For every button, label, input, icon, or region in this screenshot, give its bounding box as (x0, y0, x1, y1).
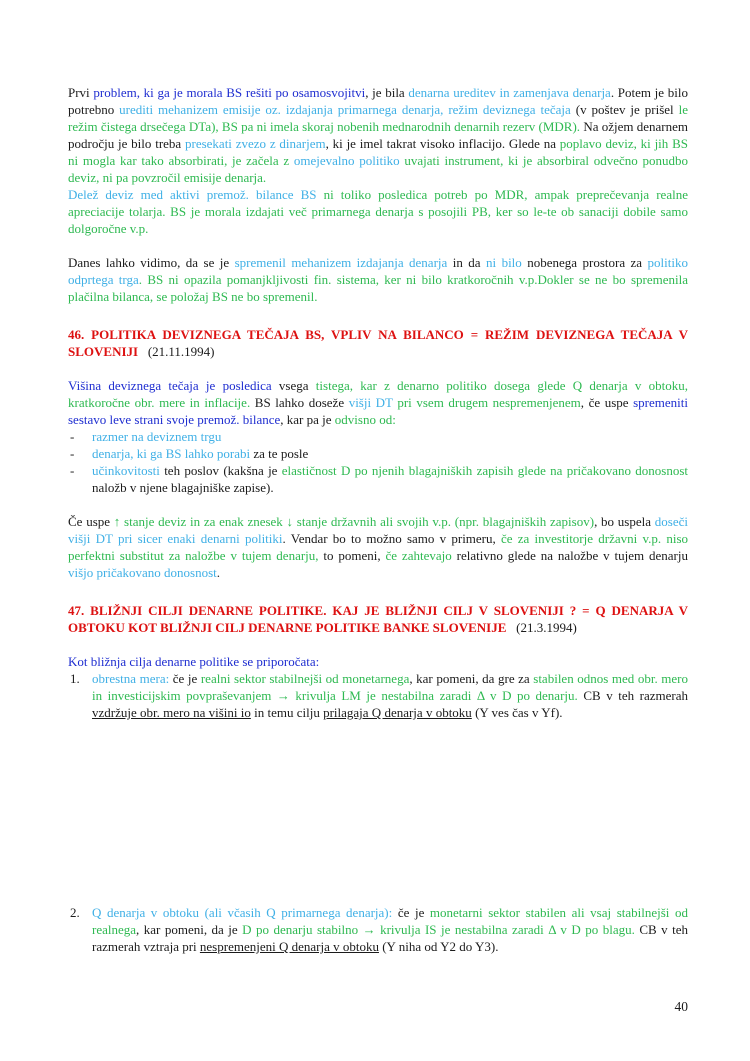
text-run: razmer na deviznem trgu (92, 429, 222, 444)
text-run: , kar pa je (280, 412, 335, 427)
text-run: Prvi (68, 85, 94, 100)
list-marker: 2. (70, 905, 80, 920)
list-marker: - (70, 446, 75, 461)
text-run: politiko odprtega trga (68, 255, 688, 287)
text-run: naložb v njene blagajniške zapise). (92, 480, 274, 495)
list-item-text (92, 446, 308, 461)
text-run: , kar pomeni, da gre za (409, 671, 534, 686)
text-run: . Potem je bilo potrebno (68, 85, 688, 117)
list-item-text (92, 463, 688, 495)
text-run: Q denarja v obtoku (ali včasih Q primarnega denarja): (92, 905, 398, 920)
text-run: in da (447, 255, 487, 270)
text-run: , je bila (365, 85, 409, 100)
text-run: Če uspe (68, 514, 114, 529)
text-run: učinkovitosti (92, 463, 160, 478)
text-run: poplavo deviz, ki jih BS ni mogla kar tako absorbirati, je začela z (68, 136, 688, 168)
list-item-2 (68, 904, 688, 955)
text-run: (Y niha od Y2 do Y3). (378, 939, 499, 954)
text-run: ni toliko posledica potreb po MDR, ampak preprečevanja realne apreciacije tolarja. BS je morala izdajati več primarnega denarja s posojili PB, ker so le-te ob sanaciji dobile samo dolgoročne v.p. (68, 187, 688, 236)
text-run: CB v teh razmerah (577, 688, 689, 703)
text-run: 47. BLIŽNJI CILJI DENARNE POLITIKE. KAJ JE BLIŽNJI CILJ V SLOVENIJI ? = Q DENARJA V OBTOKU KOT BLIŽNJI CILJ DENARNE POLITIKE BANKE SLOVENIJE (68, 603, 688, 635)
text-run: Danes lahko vidimo, da se je (68, 255, 235, 270)
list-marker: 1. (70, 671, 80, 686)
text-run: (Y ves čas v Yf). (471, 705, 563, 720)
text-run: elastičnost D po njenih blagajniških zapisih glede na pričakovano donosnost (281, 463, 688, 478)
text-run: ↑ stanje deviz in za enak znesek ↓ stanje državnih ali svojih v.p. (npr. blagajniških zapisov) (113, 514, 595, 529)
list-item-text (92, 429, 221, 444)
text-run: , ki je imel takrat visoko inflacijo. Glede na (325, 136, 560, 151)
text-run: (21.11.1994) (138, 344, 215, 359)
paragraph-delez (68, 186, 688, 237)
text-run: 46. POLITIKA DEVIZNEGA TEČAJA BS, VPLIV NA BILANCO = REŽIM DEVIZNEGA TEČAJA V SLOVENIJI (68, 327, 688, 359)
text-run: (21.3.1994) (506, 620, 577, 635)
list-marker: - (70, 463, 75, 478)
text-run: , če uspe (580, 395, 634, 410)
text-run: če je (172, 671, 201, 686)
text-run: . (216, 565, 221, 580)
text-run: nespremenjeni Q denarja v obtoku (199, 939, 379, 954)
list-item-dash-3 (68, 462, 688, 496)
text-run: Na ožjem denarnem področju je bilo treba (68, 119, 688, 151)
text-run: tistega, kar z denarno politiko dosega glede Q denarja v obtoku, kratkoročne obr. mere in inflacije. (68, 378, 688, 410)
paragraph-kot-bliznja (68, 653, 688, 670)
text-run: omejevalno politiko (293, 153, 405, 168)
text-run: stabilen odnos med obr. mero in investicijskim povpraševanjem → krivulja LM je nestabilna zaradi Δ v D po denarju. (92, 671, 688, 703)
text-run: doseči višji DT pri sicer enaki denarni politiki (68, 514, 688, 546)
text-run: uvajati instrument, ki je absorbiral odvečno ponudbo deviz, ni pa povzročil emisije denarja. (68, 153, 689, 185)
text-run: višji DT (348, 395, 393, 410)
text-run: vsega (271, 378, 316, 393)
list-item-1 (68, 670, 688, 721)
heading-47 (68, 602, 688, 636)
text-run: problem, ki ga je morala BS rešiti po osamosvojitvi (93, 85, 366, 100)
text-run: realni sektor stabilnejši od monetarnega (200, 671, 410, 686)
text-run: , bo uspela (594, 514, 655, 529)
text-run: monetarni sektor stabilen ali vsaj stabilnejši od realnega (92, 905, 688, 937)
paragraph-danes (68, 254, 688, 305)
text-run: D po denarju stabilno → krivulja IS je nestabilna zaradi Δ v D po blagu. (242, 922, 635, 937)
list-item-dash-2 (68, 445, 688, 462)
text-run: spremeniti sestavo leve strani svoje premož. bilance (68, 395, 689, 427)
list-item-text (92, 671, 688, 720)
list-item-text (92, 905, 688, 954)
text-run: in temu cilju (250, 705, 324, 720)
text-run: prilagaja Q denarja v obtoku (323, 705, 472, 720)
text-run: pri vsem drugem nespremenjenem (392, 395, 581, 410)
text-run: obrestna mera: (92, 671, 173, 686)
paragraph-ce-uspe (68, 513, 688, 581)
text-run: ni bilo (486, 255, 522, 270)
text-run: denarna ureditev in zamenjava denarja (408, 85, 611, 100)
heading-46 (68, 326, 688, 360)
text-run: nobenega prostora za (521, 255, 648, 270)
text-run: to pomeni, (318, 548, 386, 563)
page-number: 40 (674, 999, 688, 1014)
text-run: Kot bližnja cilja denarne politike se priporočata: (68, 654, 320, 669)
text-run: (v poštev je prišel (575, 102, 679, 117)
text-run: . BS ni opazila pomanjkljivosti fin. sistema, ker ni bilo kratkoročnih v.p.Dokler se ne bo spremenila plačilna bilanca, se položaj BS ne bo spremenil. (68, 272, 688, 304)
list-item-dash-1 (68, 428, 688, 445)
paragraph-visina (68, 377, 688, 428)
text-run: relativno glede na naložbe v tujem denarju (456, 548, 688, 563)
text-run: Delež deviz med aktivi premož. bilance BS (68, 187, 324, 202)
text-run: vzdržuje obr. mero na višini io (92, 705, 251, 720)
text-run: če je (397, 905, 430, 920)
text-run: spremenil mehanizem izdajanja denarja (234, 255, 448, 270)
text-run: , kar pomeni, da je (136, 922, 243, 937)
text-run: če za investitorje državni v.p. niso perfektni substitut za naložbe v tujem denarju, (68, 531, 689, 563)
text-run: Višina deviznega tečaja je posledica (68, 378, 272, 393)
text-run: teh poslov (kakšna je (159, 463, 282, 478)
text-run: če zahtevajo (385, 548, 457, 563)
document-content (68, 84, 688, 955)
text-run: presekati zvezo z dinarjem (185, 136, 326, 151)
list-marker: - (70, 429, 75, 444)
text-run: odvisno od: (334, 412, 396, 427)
text-run: višjo pričakovano donosnost (68, 565, 217, 580)
text-run: BS lahko doseže (250, 395, 349, 410)
text-run: le režim čistega drsečega DTa), BS pa ni imela skoraj nobenih mednarodnih denarnih rezerv (MDR). (68, 102, 688, 134)
text-run: . Vendar bo to možno samo v primeru, (282, 531, 501, 546)
paragraph-intro (68, 84, 688, 186)
text-run: za te posle (250, 446, 309, 461)
text-run: CB v teh razmerah vztraja pri (92, 922, 688, 954)
text-run: urediti mehanizem emisije oz. izdajanja primarnega denarja, režim deviznega tečaja (119, 102, 576, 117)
text-run: denarja, ki ga BS lahko porabi (92, 446, 251, 461)
